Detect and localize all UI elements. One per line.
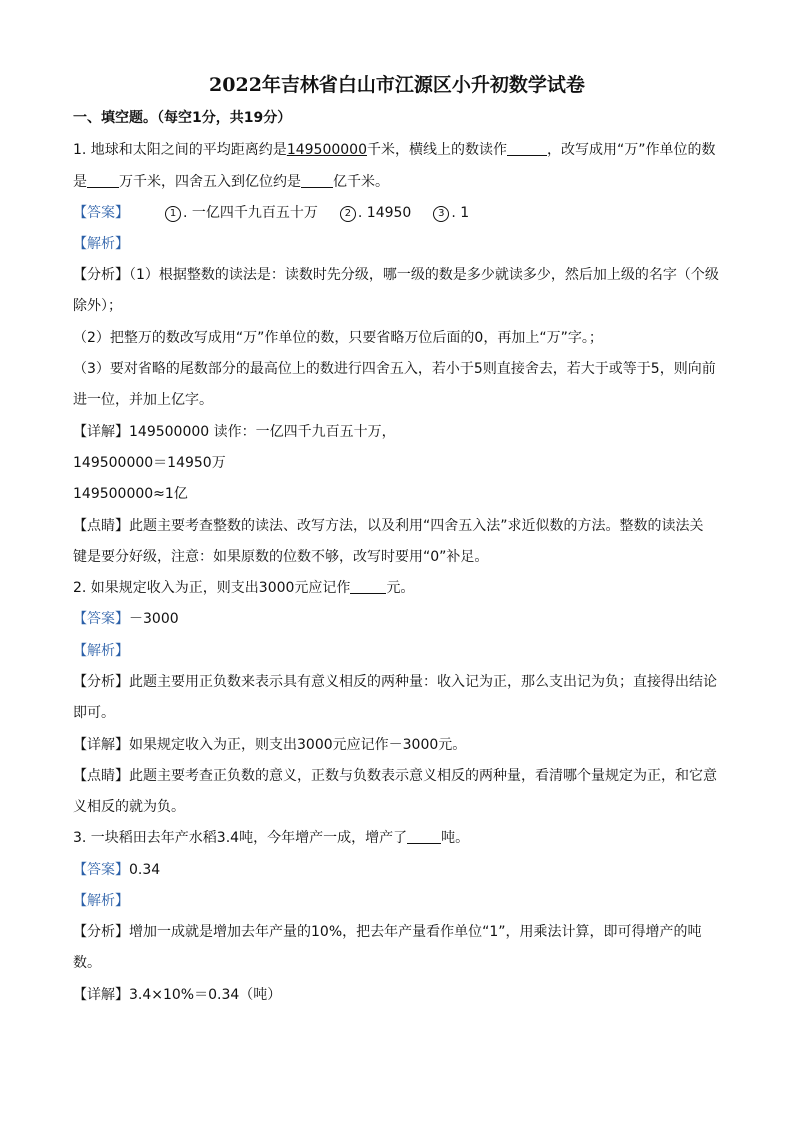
fenxi-label: 【分析】 [73, 924, 129, 940]
q1-fenxi-3b: 进一位，并加上亿字。 [73, 392, 213, 408]
q1-answer-line [73, 204, 469, 222]
q1-text-e: 万千米，四舍五入到亿位约是 [119, 174, 301, 190]
q2-answer: －3000 [129, 611, 179, 627]
q1-fenxi-1a: （1）根据整数的读法是：读数时先分级，哪一级的数是多少就读多少，然后加上级的名字（个级 [129, 267, 719, 283]
q1-xiangjie-2: 149500000＝14950万 [73, 455, 226, 471]
q1-text-b: 千米，横线上的数读作 [366, 142, 507, 158]
q1-fenxi-3a: （3）要对省略的尾数部分的最高位上的数进行四舍五入，若小于5则直接舍去，若大于或等于5，则向前 [73, 361, 716, 377]
q2-blank [350, 579, 386, 594]
q1-answer-2: . 14950 [357, 205, 412, 221]
q1-answer-3: . 1 [451, 205, 470, 221]
q3-answer: 0.34 [129, 862, 161, 878]
q3-fenxi-b: 数。 [73, 955, 101, 971]
q1-fenxi-line1 [73, 266, 719, 284]
xiangjie-label: 【详解】 [73, 737, 129, 753]
xiangjie-label: 【详解】 [73, 424, 129, 440]
q1-xiangjie-line1 [73, 423, 396, 441]
q1-dianjing-b: 键是要分好级，注意：如果原数的位数不够，改写时要用“0”补足。 [73, 549, 489, 565]
q3-xiangjie: 3.4×10%＝0.34（吨） [129, 987, 282, 1003]
q1-line1 [73, 141, 716, 159]
q1-fenxi-1b: 除外）； [73, 298, 122, 314]
q3-fenxi-a: 增加一成就是增加去年产量的10%，把去年产量看作单位“1”，用乘法计算，即可得增产的吨 [129, 924, 702, 940]
q2-question [73, 579, 414, 597]
q1-text-a: 1. 地球和太阳之间的平均距离约是 [73, 142, 287, 158]
answer-label: 【答案】 [73, 611, 129, 627]
q3-question [73, 829, 469, 847]
q2-dianjing-line1 [73, 767, 717, 785]
q1-text-d: 是 [73, 174, 87, 190]
section-heading: 一、填空题。（每空1分，共19分） [73, 110, 292, 126]
answer-label: 【答案】 [73, 205, 129, 221]
q1-xiangjie-1: 149500000 读作：一亿四千九百五十万， [129, 424, 396, 440]
q3-blank [407, 829, 441, 844]
q2-answer-line [73, 610, 179, 628]
q2-fenxi-b: 即可。 [73, 705, 115, 721]
q3-xiangjie-line [73, 986, 281, 1004]
q2-fenxi-a: 此题主要用正负数来表示具有意义相反的两种量：收入记为正，那么支出记为负；直接得出结论 [129, 674, 717, 690]
q1-xiangjie-3: 149500000≈1亿 [73, 486, 188, 502]
q3-analysis-label: 【解析】 [73, 893, 129, 909]
q1-line2 [73, 173, 389, 191]
q2-analysis-label: 【解析】 [73, 643, 129, 659]
q2-dianjing-b: 义相反的就为负。 [73, 799, 185, 815]
q1-dianjing-a: 此题主要考查整数的读法、改写方法，以及利用“四舍五入法”求近似数的方法。整数的读法关 [129, 518, 704, 534]
q2-text-a: 2. 如果规定收入为正，则支出3000元应记作 [73, 580, 351, 596]
q3-text-a: 3. 一块稻田去年产水稻3.4吨，今年增产一成，增产了 [73, 830, 408, 846]
q1-blank-2 [87, 173, 119, 188]
q1-blank-3 [301, 173, 333, 188]
q1-answer-1: . 一亿四千九百五十万 [183, 205, 318, 221]
answer-label: 【答案】 [73, 862, 129, 878]
q3-text-b: 吨。 [441, 830, 470, 846]
dianjing-label: 【点睛】 [73, 768, 129, 784]
q3-answer-line [73, 861, 160, 879]
xiangjie-label: 【详解】 [73, 987, 129, 1003]
fenxi-label: 【分析】 [73, 674, 129, 690]
q2-xiangjie: 如果规定收入为正，则支出3000元应记作－3000元。 [129, 737, 467, 753]
q2-text-b: 元。 [386, 580, 415, 596]
page-title: 2022年吉林省白山市江源区小升初数学试卷 [209, 74, 585, 96]
q1-text-c: ，改写成用“万”作单位的数 [546, 142, 716, 158]
q1-number: 149500000 [286, 142, 367, 158]
q3-fenxi-line1 [73, 923, 702, 941]
circled-number-1: 1 [165, 206, 181, 222]
q2-xiangjie-line [73, 736, 466, 754]
q2-fenxi-line1 [73, 673, 717, 691]
fenxi-label: 【分析】 [73, 267, 129, 283]
q1-fenxi-2: （2）把整万的数改写成用“万”作单位的数，只要省略万位后面的0，再加上“万”字。； [73, 330, 603, 346]
dianjing-label: 【点睛】 [73, 518, 129, 534]
q2-dianjing-a: 此题主要考查正负数的意义，正数与负数表示意义相反的两种量，看清哪个量规定为正，和它意 [129, 768, 717, 784]
q1-dianjing-line1 [73, 517, 704, 535]
q1-text-f: 亿千米。 [333, 174, 389, 190]
q1-analysis-label: 【解析】 [73, 236, 129, 252]
circled-number-2: 2 [340, 206, 356, 222]
q1-blank-1 [507, 141, 547, 156]
circled-number-3: 3 [433, 206, 449, 222]
